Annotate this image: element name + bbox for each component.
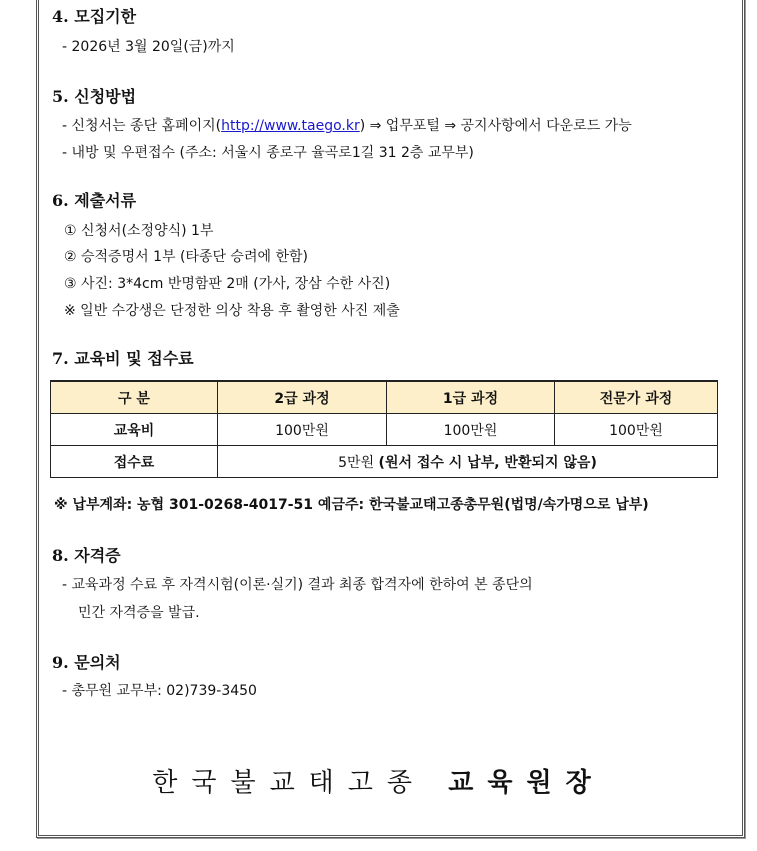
fee-table <box>50 380 718 478</box>
text: ) ⇒ 업무포털 ⇒ 공지사항에서 다운로드 가능 <box>359 118 632 134</box>
table-cell <box>218 446 718 478</box>
homepage-link[interactable]: http://www.taego.kr <box>221 118 360 134</box>
table-header-row <box>51 381 718 414</box>
table-row <box>51 414 718 446</box>
table-cell: 100만원 <box>387 414 555 446</box>
deadline-text: - 2026년 3월 20일(금)까지 <box>62 39 235 55</box>
text: 5만원 <box>338 454 379 471</box>
section-8-heading: 8. 자격증 <box>52 546 121 565</box>
signature-org: 한국불교태고종 <box>152 768 427 798</box>
application-method-line <box>62 115 632 135</box>
text: (원서 접수 시 납부, 반환되지 않음) <box>378 454 597 471</box>
section-9-heading: 9. 문의처 <box>52 653 121 672</box>
section-7-heading: 7. 교육비 및 접수료 <box>52 349 194 368</box>
certificate-text: - 교육과정 수료 후 자격시험(이론·실기) 결과 최종 합격자에 한하여 본 종단의 <box>62 577 533 593</box>
signature <box>0 762 757 799</box>
table-row <box>51 446 718 478</box>
section-5-heading: 5. 신청방법 <box>52 87 137 106</box>
header-cell: 1급 과정 <box>387 381 555 414</box>
mail-address-line: - 내방 및 우편접수 (주소: 서울시 종로구 율곡로1길 31 2층 교무부) <box>62 145 474 161</box>
signature-title: 교육원장 <box>448 768 605 798</box>
certificate-text: 민간 자격증을 발급. <box>78 605 200 621</box>
document-item: ① 신청서(소정양식) 1부 <box>64 223 214 239</box>
payment-account-note: ※ 납부계좌: 농협 301-0268-4017-51 예금주: 한국불교태고종총무원(법명/속가명으로 납부) <box>54 497 649 513</box>
table-cell: 100만원 <box>555 414 718 446</box>
document-note: ※ 일반 수강생은 단정한 의상 착용 후 촬영한 사진 제출 <box>64 303 400 319</box>
document-item: ② 승적증명서 1부 (타종단 승려에 한함) <box>64 249 308 265</box>
document-item: ③ 사진: 3*4cm 반명함판 2매 (가사, 장삼 수한 사진) <box>64 276 391 292</box>
contact-text: - 총무원 교무부: 02)739-3450 <box>62 683 257 699</box>
header-cell: 전문가 과정 <box>555 381 718 414</box>
section-6-heading: 6. 제출서류 <box>52 191 137 210</box>
header-cell: 2급 과정 <box>218 381 387 414</box>
header-cell: 구 분 <box>51 381 218 414</box>
row-label: 교육비 <box>51 414 218 446</box>
table-cell: 100만원 <box>218 414 387 446</box>
row-label: 접수료 <box>51 446 218 478</box>
text: - 신청서는 종단 홈페이지( <box>62 118 222 134</box>
section-4-heading: 4. 모집기한 <box>52 7 137 26</box>
